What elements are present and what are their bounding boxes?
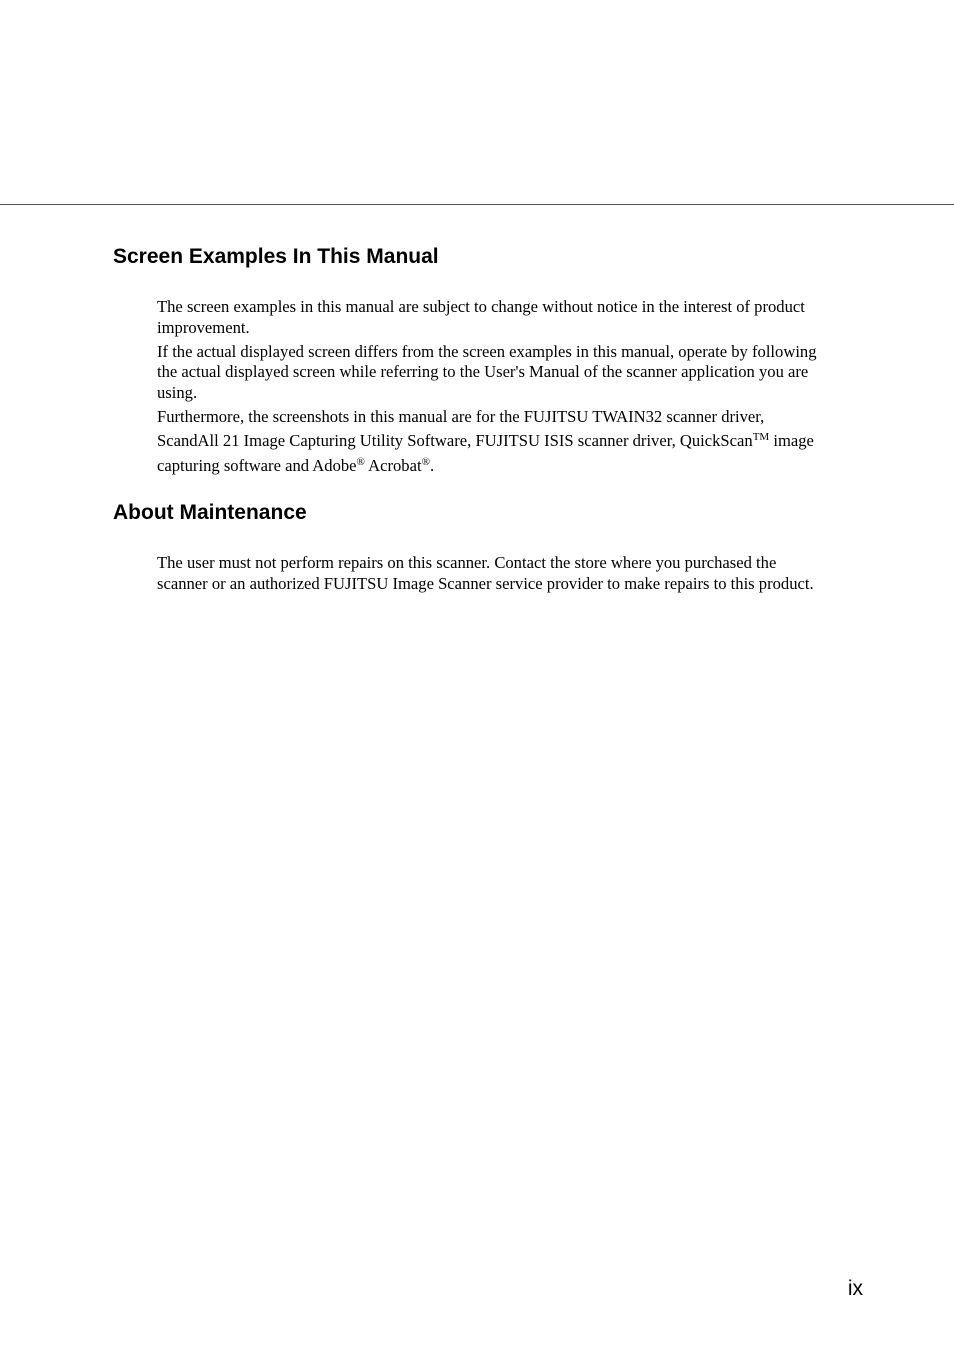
- screen-examples-body: [157, 297, 877, 478]
- text-fragment: ScandAll 21 Image Capturing Utility Software, FUJITSU ISIS scanner driver, QuickScan: [157, 430, 753, 450]
- text-line: The user must not perform repairs on this scanner. Contact the store where you purchased the: [157, 553, 777, 572]
- section-title-screen-examples: Screen Examples In This Manual: [113, 245, 439, 268]
- paragraph-displayed-screen: [157, 342, 877, 404]
- text-line: improvement.: [157, 317, 250, 337]
- text-line: If the actual displayed screen differs from the screen examples in this manual, operate by following: [157, 341, 817, 361]
- maintenance-body: [157, 553, 877, 595]
- text-line-adobe: [157, 453, 877, 478]
- registered-mark: ®: [356, 455, 365, 468]
- paragraph-screenshots-software: [157, 407, 877, 478]
- paragraph-subject-to-change: [157, 297, 877, 339]
- text-line-quickscan: [157, 428, 877, 453]
- text-line: scanner or an authorized FUJITSU Image Scanner service provider to make repairs to this product.: [157, 573, 814, 593]
- text-line: Furthermore, the screenshots in this manual are for the FUJITSU TWAIN32 scanner driver,: [157, 406, 765, 426]
- registered-mark: ®: [421, 455, 430, 468]
- page-number: ix: [847, 1277, 863, 1300]
- text-line: the actual displayed screen while referring to the User's Manual of the scanner application you are: [157, 362, 809, 382]
- header-rule: [0, 204, 954, 205]
- text-line: The screen examples in this manual are subject to change without notice in the interest of product: [157, 297, 805, 316]
- text-fragment: Acrobat: [364, 455, 422, 475]
- trademark-mark: TM: [752, 430, 770, 443]
- text-fragment: .: [429, 455, 435, 475]
- section-title-about-maintenance: About Maintenance: [113, 501, 307, 524]
- text-line: using.: [157, 383, 198, 403]
- text-fragment: image: [769, 430, 814, 450]
- paragraph-no-repairs: [157, 553, 877, 595]
- text-fragment: capturing software and Adobe: [157, 455, 357, 475]
